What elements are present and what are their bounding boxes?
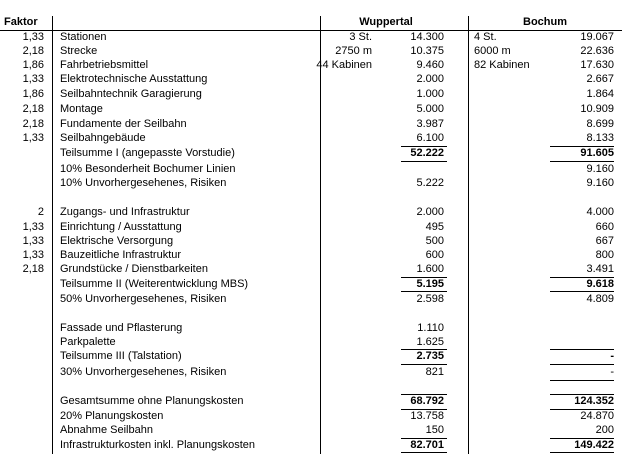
- subtotal-rule-bottom: [550, 380, 614, 381]
- row-label: Grundstücke / Dienstbarkeiten: [60, 263, 208, 275]
- row-wuppertal-cost: 68.792: [410, 395, 444, 407]
- row-bochum-cost: 124.352: [574, 395, 614, 407]
- row-faktor: 1,33: [22, 221, 44, 233]
- row-wuppertal-cost: 1.110: [417, 322, 444, 334]
- table-row: [0, 162, 640, 177]
- row-faktor: 2,18: [22, 103, 44, 115]
- row-wuppertal-cost: 52.222: [410, 147, 444, 159]
- row-wuppertal-cost: 2.000: [416, 73, 444, 85]
- table-row: [0, 365, 640, 380]
- row-bochum-cost: -: [610, 350, 614, 362]
- row-faktor: 2,18: [22, 118, 44, 130]
- row-wuppertal-cost: 10.375: [410, 45, 444, 57]
- row-bochum-cost: 19.067: [580, 31, 614, 43]
- header-bochum: Bochum: [523, 16, 567, 28]
- total-row: [0, 394, 640, 409]
- row-bochum-cost: 200: [595, 424, 614, 436]
- row-faktor: 1,86: [22, 88, 44, 100]
- row-bochum-cost: 17.630: [580, 59, 614, 71]
- row-label: Elektrische Versorgung: [60, 235, 174, 247]
- row-faktor: 1,33: [22, 73, 44, 85]
- row-label: Fundamente der Seilbahn: [60, 118, 187, 130]
- table-row: [0, 220, 640, 235]
- row-wuppertal-cost: 6.100: [416, 132, 444, 144]
- table-row: [0, 262, 640, 277]
- row-wuppertal-cost: 821: [425, 366, 444, 378]
- row-label: Teilsumme III (Talstation): [60, 350, 182, 362]
- row-label: Abnahme Seilbahn: [60, 424, 153, 436]
- header-faktor: Faktor: [4, 16, 38, 28]
- row-wuppertal-cost: 1.000: [416, 88, 444, 100]
- row-bochum-cost: 9.160: [586, 177, 614, 189]
- row-label: Fahrbetriebsmittel: [60, 59, 149, 71]
- row-label: 20% Planungskosten: [60, 410, 164, 422]
- row-label: Fassade und Pflasterung: [60, 322, 183, 334]
- row-wuppertal-cost: 13.758: [410, 410, 444, 422]
- table-row: [0, 292, 640, 307]
- subtotal-row: [0, 349, 640, 364]
- row-faktor: 2,18: [22, 263, 44, 275]
- row-label: 10% Besonderheit Bochumer Linien: [60, 163, 236, 175]
- table-row: [0, 44, 640, 59]
- row-label: Teilsumme I (angepasste Vorstudie): [60, 147, 235, 159]
- row-faktor: 1,33: [22, 235, 44, 247]
- total-rule-bottom: [550, 452, 614, 453]
- table-row: [0, 234, 640, 249]
- row-bochum-cost: 8.699: [586, 118, 614, 130]
- row-wuppertal-cost: 500: [425, 235, 444, 247]
- row-wuppertal-cost: 3.987: [416, 118, 444, 130]
- row-bochum-cost: 1.864: [586, 88, 614, 100]
- row-label: Teilsumme II (Weiterentwicklung MBS): [60, 278, 249, 290]
- row-bochum-cost: 2.667: [586, 73, 614, 85]
- row-wuppertal-cost: 82.701: [410, 439, 444, 451]
- row-faktor: 2: [37, 206, 44, 218]
- row-faktor: 1,33: [22, 249, 44, 261]
- table-header: [0, 15, 640, 30]
- row-bochum-cost: 22.636: [580, 45, 614, 57]
- row-label: Seilbahntechnik Garagierung: [60, 88, 202, 100]
- row-bochum-cost: 149.422: [574, 439, 614, 451]
- row-wuppertal-cost: 2.598: [416, 293, 444, 305]
- table-row: [0, 321, 640, 336]
- row-label: Zugangs- und Infrastruktur: [60, 206, 190, 218]
- subtotal-row: [0, 146, 640, 161]
- row-wuppertal-qty: 3 St.: [349, 31, 372, 43]
- row-wuppertal-cost: 9.460: [416, 59, 444, 71]
- subtotal-row: [0, 277, 640, 292]
- row-bochum-cost: 10.909: [580, 103, 614, 115]
- row-wuppertal-cost: 600: [425, 249, 444, 261]
- header-wuppertal: Wuppertal: [359, 16, 413, 28]
- table-row: [0, 72, 640, 87]
- row-label: 30% Unvorhergesehenes, Risiken: [60, 366, 227, 378]
- row-wuppertal-cost: 5.000: [416, 103, 444, 115]
- row-bochum-cost: 4.809: [586, 293, 614, 305]
- row-label: Elektrotechnische Ausstattung: [60, 73, 208, 85]
- table-row: [0, 30, 640, 45]
- table-row: [0, 176, 640, 191]
- row-label: Seilbahngebäude: [60, 132, 146, 144]
- row-bochum-cost: 8.133: [586, 132, 614, 144]
- row-wuppertal-cost: 150: [425, 424, 444, 436]
- row-wuppertal-cost: 1.625: [416, 336, 444, 348]
- row-bochum-cost: 4.000: [586, 206, 614, 218]
- row-faktor: 1,33: [22, 31, 44, 43]
- row-bochum-cost: 91.605: [580, 147, 614, 159]
- row-label: Bauzeitliche Infrastruktur: [60, 249, 182, 261]
- row-bochum-cost: 667: [595, 235, 614, 247]
- row-wuppertal-cost: 14.300: [410, 31, 444, 43]
- total-rule-bottom: [401, 452, 447, 453]
- row-wuppertal-cost: 5.195: [416, 278, 444, 290]
- row-faktor: 1,86: [22, 59, 44, 71]
- row-label: Infrastrukturkosten inkl. Planungskosten: [60, 439, 256, 451]
- row-faktor: 2,18: [22, 45, 44, 57]
- row-bochum-cost: -: [610, 366, 614, 378]
- table-row: [0, 87, 640, 102]
- row-bochum-cost: 3.491: [586, 263, 614, 275]
- row-wuppertal-cost: 5.222: [416, 177, 444, 189]
- table-row: [0, 248, 640, 263]
- row-wuppertal-qty: 2750 m: [335, 45, 372, 57]
- row-bochum-qty: 6000 m: [474, 45, 511, 57]
- row-bochum-cost: 9.618: [586, 278, 614, 290]
- row-bochum-qty: 82 Kabinen: [474, 59, 530, 71]
- row-label: Stationen: [60, 31, 107, 43]
- row-wuppertal-cost: 1.600: [416, 263, 444, 275]
- row-wuppertal-cost: 2.000: [416, 206, 444, 218]
- row-label: Montage: [60, 103, 103, 115]
- row-bochum-cost: 24.870: [580, 410, 614, 422]
- row-bochum-cost: 800: [595, 249, 614, 261]
- row-label: Einrichtung / Ausstattung: [60, 221, 182, 233]
- table-row: [0, 131, 640, 146]
- table-row: [0, 335, 640, 350]
- table-row: [0, 423, 640, 438]
- table-row: [0, 58, 640, 73]
- row-label: 50% Unvorhergesehenes, Risiken: [60, 293, 227, 305]
- total-row: [0, 438, 640, 453]
- row-wuppertal-qty: 44 Kabinen: [316, 59, 372, 71]
- row-wuppertal-cost: 2.735: [416, 350, 444, 362]
- table-row: [0, 117, 640, 132]
- row-label: 10% Unvorhergesehenes, Risiken: [60, 177, 227, 189]
- table-row: [0, 102, 640, 117]
- row-label: Gesamtsumme ohne Planungskosten: [60, 395, 244, 407]
- table-row: [0, 205, 640, 220]
- table-row: [0, 409, 640, 424]
- row-label: Parkpalette: [60, 336, 116, 348]
- row-bochum-cost: 9.160: [586, 163, 614, 175]
- row-label: Strecke: [60, 45, 98, 57]
- row-bochum-cost: 660: [595, 221, 614, 233]
- row-faktor: 1,33: [22, 132, 44, 144]
- row-bochum-qty: 4 St.: [474, 31, 497, 43]
- row-wuppertal-cost: 495: [425, 221, 444, 233]
